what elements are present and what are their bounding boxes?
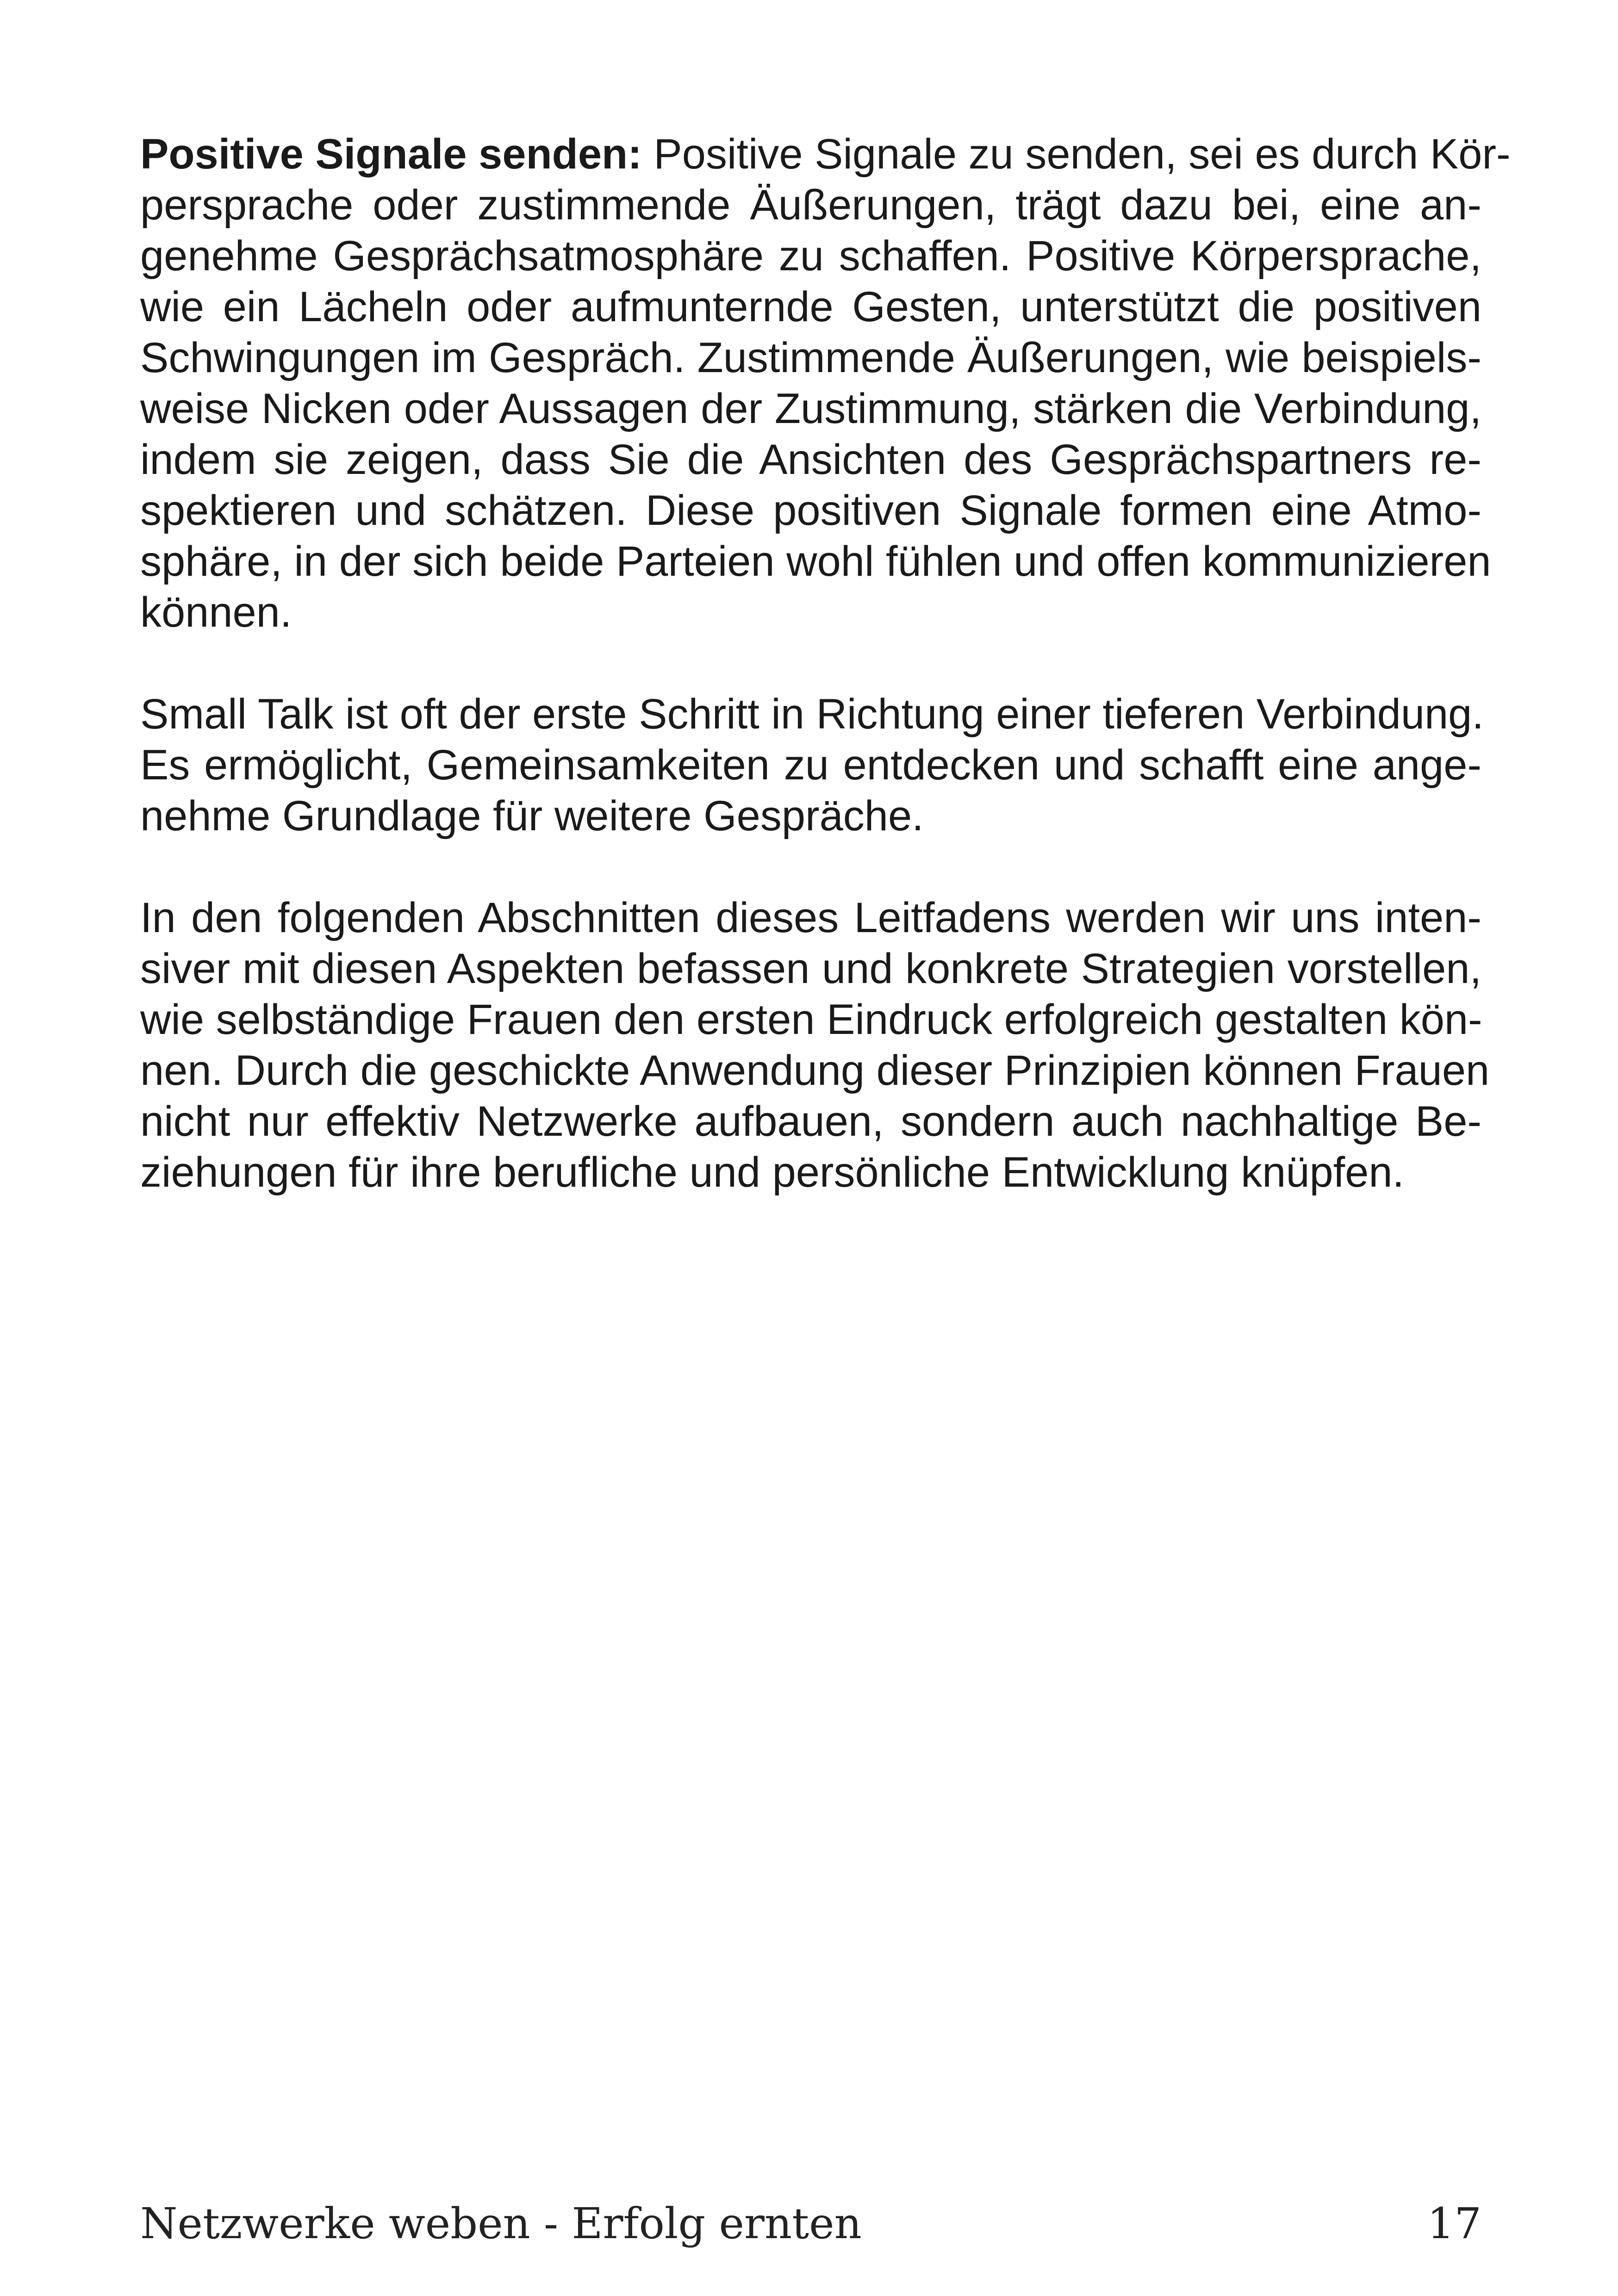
text-line bbox=[140, 129, 1511, 180]
text-line: genehme Gesprächsatmosphäre zu schaffen. Positive Körpersprache, bbox=[140, 232, 1481, 280]
text-line: spektieren und schätzen. Diese positiven Signale formen eine Atmo- bbox=[140, 487, 1481, 534]
text-line: nehme Grundlage für weitere Gespräche. bbox=[140, 792, 924, 840]
text-line: können. bbox=[140, 589, 292, 636]
paragraph-small-talk bbox=[140, 689, 1484, 841]
text-fragment: Positive Signale zu senden, sei es durch Kör- bbox=[641, 131, 1511, 178]
text-line: persprache oder zustimmende Äußerungen, trägt dazu bei, eine an- bbox=[140, 181, 1481, 229]
paragraph-heading: Positive Signale senden: bbox=[140, 131, 642, 178]
page-number: 17 bbox=[1427, 2199, 1481, 2248]
paragraph-following-sections bbox=[140, 892, 1490, 1198]
footer-book-title: Netzwerke weben - Erfolg ernten bbox=[140, 2199, 862, 2248]
text-line: siver mit diesen Aspekten befassen und konkrete Strategien vorstellen, bbox=[140, 945, 1481, 992]
body-text bbox=[140, 129, 1511, 1249]
text-line: nen. Durch die geschickte Anwendung dieser Prinzipien können Frauen bbox=[140, 1047, 1490, 1094]
text-line: Schwingungen im Gespräch. Zustimmende Äußerungen, wie beispiels- bbox=[140, 334, 1481, 381]
text-line: weise Nicken oder Aussagen der Zustimmung, stärken die Verbindung, bbox=[140, 385, 1481, 432]
text-line: indem sie zeigen, dass Sie die Ansichten des Gesprächspartners re- bbox=[140, 436, 1481, 483]
text-line: ziehungen für ihre berufliche und persönliche Entwicklung knüpfen. bbox=[140, 1149, 1405, 1196]
text-line: nicht nur effektiv Netzwerke aufbauen, sondern auch nachhaltige Be- bbox=[140, 1098, 1481, 1145]
text-line: wie ein Lächeln oder aufmunternde Gesten, unterstützt die positiven bbox=[140, 283, 1481, 330]
page-footer bbox=[140, 2196, 1481, 2252]
paragraph-positive-signals bbox=[140, 129, 1511, 638]
text-line: wie selbständige Frauen den ersten Eindruck erfolgreich gestalten kön- bbox=[140, 996, 1482, 1043]
text-line: Es ermöglicht, Gemeinsamkeiten zu entdecken und schafft eine ange- bbox=[140, 741, 1481, 789]
text-line: sphäre, in der sich beide Parteien wohl fühlen und offen kommunizieren bbox=[140, 538, 1491, 585]
text-line: Small Talk ist oft der erste Schritt in Richtung einer tieferen Verbindung. bbox=[140, 691, 1484, 738]
text-line: In den folgenden Abschnitten dieses Leitfadens werden wir uns inten- bbox=[140, 894, 1481, 941]
